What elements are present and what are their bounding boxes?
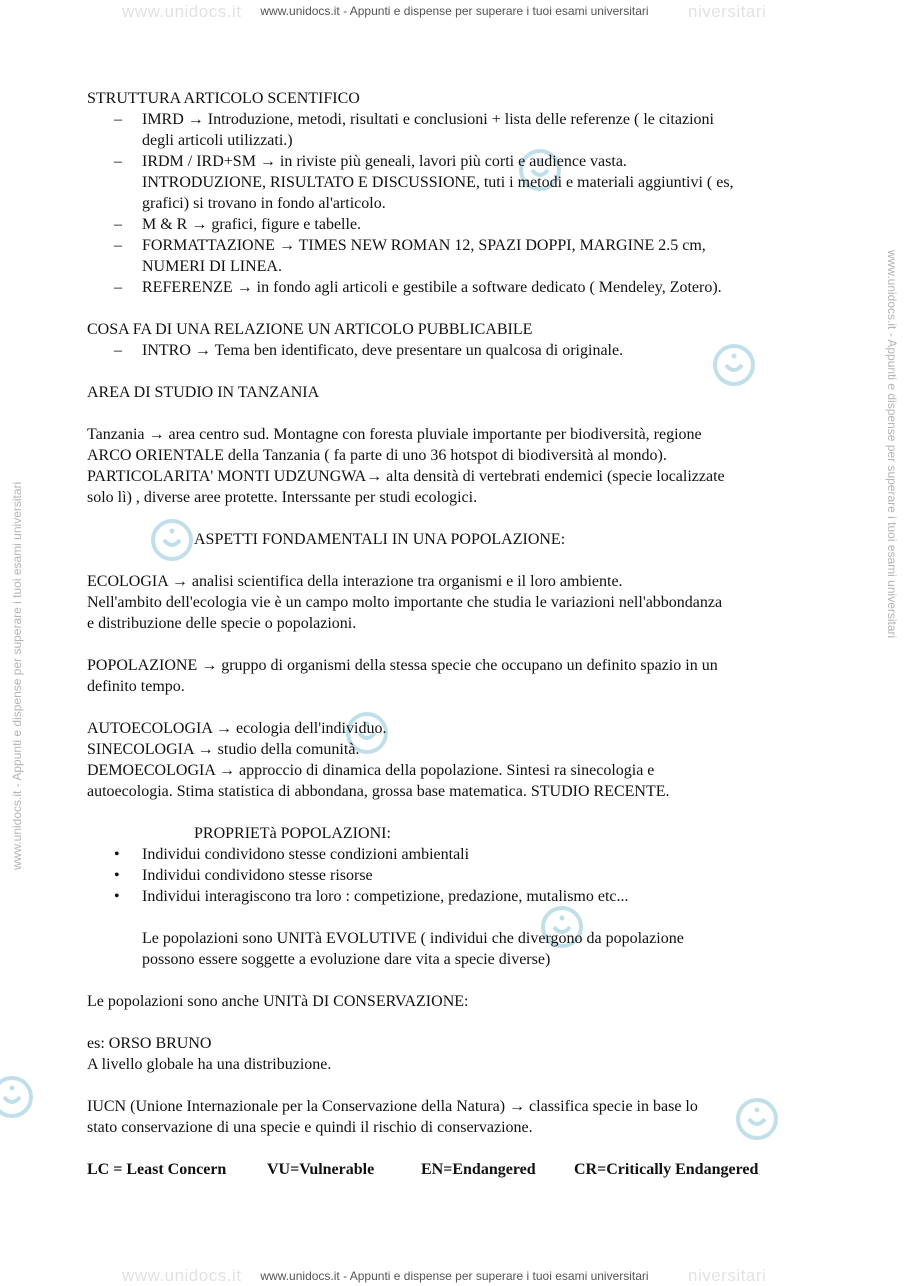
dash-marker: – xyxy=(114,111,122,128)
text-line: A livello globale ha una distribuzione. xyxy=(87,1056,332,1073)
list-item-line: degli articoli utilizzati.) xyxy=(142,132,293,149)
watermark-ghost-bottom-left: www.unidocs.it xyxy=(122,1266,242,1285)
paragraph-iucn xyxy=(87,1096,827,1138)
watermark-left: www.unidocs.it - Appunti e dispense per superare i tuoi esami universitari xyxy=(10,481,24,870)
list-item-line: REFERENZE → in fondo agli articoli e gestibile a software dedicato ( Mendeley, Zotero). xyxy=(142,279,722,296)
list-item-line: IMRD → Introduzione, metodi, risultati e conclusioni + lista delle referenze ( le citazioni xyxy=(142,111,714,128)
text-line: Nell'ambito dell'ecologia vie è un campo molto importante che studia le variazioni nell'abbondanza xyxy=(87,594,723,611)
bullet-marker: • xyxy=(114,867,120,884)
text-line: DEMOECOLOGIA → approccio di dinamica della popolazione. Sintesi ra sinecologia e xyxy=(87,762,655,779)
text-line: IUCN (Unione Internazionale per la Conservazione della Natura) → classifica specie in base lo xyxy=(87,1098,698,1115)
watermark-ghost-bottom-right: niversitari xyxy=(688,1266,767,1285)
watermark-right: www.unidocs.it - Appunti e dispense per superare i tuoi esami universitari xyxy=(885,250,899,639)
paragraph-unita-evolutive xyxy=(87,928,827,970)
list-item xyxy=(87,844,827,865)
text-line: Le popolazioni sono UNITà EVOLUTIVE ( individui che divergono da popolazione xyxy=(142,930,684,947)
watermark-bottom: www.unidocs.it - Appunti e dispense per superare i tuoi esami universitari xyxy=(260,1269,649,1283)
dash-marker: – xyxy=(114,216,122,233)
dash-marker: – xyxy=(114,153,122,170)
category-cr: CR=Critically Endangered xyxy=(574,1161,759,1178)
dash-marker: – xyxy=(114,279,122,296)
text-line: AUTOECOLOGIA → ecologia dell'individuo. xyxy=(87,720,387,737)
paragraph-ecologia xyxy=(87,571,827,634)
list-item-line: INTRO → Tema ben identificato, deve presentare un qualcosa di originale. xyxy=(142,342,624,359)
section-heading: COSA FA DI UNA RELAZIONE UN ARTICOLO PUBBLICABILE xyxy=(87,321,533,338)
list-item xyxy=(87,235,827,277)
bullet-marker: • xyxy=(114,888,120,905)
dash-marker: – xyxy=(114,342,122,359)
list-item xyxy=(87,340,827,361)
section-heading: PROPRIETà POPOLAZIONI: xyxy=(194,825,391,842)
list-item xyxy=(87,865,827,886)
list-item xyxy=(87,214,827,235)
text-line: es: ORSO BRUNO xyxy=(87,1035,212,1052)
text-line: possono essere soggette a evoluzione dare vita a specie diverse) xyxy=(142,951,551,968)
section-heading: AREA DI STUDIO IN TANZANIA xyxy=(87,384,320,401)
paragraph-orso xyxy=(87,1033,827,1075)
text-line: PARTICOLARITA' MONTI UDZUNGWA→ alta densità di vertebrati endemici (specie localizzate xyxy=(87,468,725,485)
section-heading: ASPETTI FONDAMENTALI IN UNA POPOLAZIONE: xyxy=(194,531,566,548)
list-item-line: Individui condividono stesse risorse xyxy=(142,867,373,884)
text-line: ARCO ORIENTALE della Tanzania ( fa parte di uno 36 hotspot di biodiversità al mondo). xyxy=(87,447,667,464)
list-item-line: grafici) si trovano in fondo al'articolo. xyxy=(142,195,386,212)
watermark-ghost-top-left: www.unidocs.it xyxy=(122,2,242,21)
text-line: e distribuzione delle specie o popolazioni. xyxy=(87,615,357,632)
list-item-line: FORMATTAZIONE → TIMES NEW ROMAN 12, SPAZI DOPPI, MARGINE 2.5 cm, xyxy=(142,237,706,254)
list-item-line: IRDM / IRD+SM → in riviste più geneali, lavori più corti e audience vasta. xyxy=(142,153,627,170)
paragraph-popolazione xyxy=(87,655,827,697)
list-item-line: Individui interagiscono tra loro : competizione, predazione, mutalismo etc... xyxy=(142,888,629,905)
list-item-line: NUMERI DI LINEA. xyxy=(142,258,282,275)
document-body xyxy=(87,88,827,1180)
paragraph-tanzania xyxy=(87,424,827,508)
list-item xyxy=(87,109,827,151)
category-lc: LC = Least Concern xyxy=(87,1161,227,1178)
list-item xyxy=(87,151,827,214)
text-line: solo lì) , diverse aree protette. Interssante per studi ecologici. xyxy=(87,489,478,506)
text-line: Tanzania → area centro sud. Montagne con foresta pluviale importante per biodiversità, regione xyxy=(87,426,702,443)
section-heading: STRUTTURA ARTICOLO SCENTIFICO xyxy=(87,90,360,107)
watermark-ghost-top-right: niversitari xyxy=(688,2,767,21)
list-item xyxy=(87,277,827,298)
watermark-top: www.unidocs.it - Appunti e dispense per superare i tuoi esami universitari xyxy=(260,4,649,18)
list-item-line: Individui condividono stesse condizioni ambientali xyxy=(142,846,470,863)
text-line: Le popolazioni sono anche UNITà DI CONSERVAZIONE: xyxy=(87,993,469,1010)
text-line: POPOLAZIONE → gruppo di organismi della stessa specie che occupano un definito spazio in un xyxy=(87,657,718,674)
text-line: ECOLOGIA → analisi scientifica della interazione tra organismi e il loro ambiente. xyxy=(87,573,623,590)
bullet-marker: • xyxy=(114,846,120,863)
list-item-line: M & R → grafici, figure e tabelle. xyxy=(142,216,362,233)
dash-marker: – xyxy=(114,237,122,254)
paragraph-ecologie xyxy=(87,718,827,802)
text-line: definito tempo. xyxy=(87,678,185,695)
list-item xyxy=(87,886,827,907)
category-vu: VU=Vulnerable xyxy=(267,1161,375,1178)
category-en: EN=Endangered xyxy=(421,1161,536,1178)
text-line: autoecologia. Stima statistica di abbondana, grossa base matematica. STUDIO RECENTE. xyxy=(87,783,670,800)
text-line: stato conservazione di una specie e quindi il rischio di conservazione. xyxy=(87,1119,533,1136)
list-item-line: INTRODUZIONE, RISULTATO E DISCUSSIONE, tuti i metodi e materiali aggiuntivi ( es, xyxy=(142,174,734,191)
unidocs-logo-icon xyxy=(0,1075,34,1119)
iucn-categories xyxy=(87,1159,827,1180)
text-line: SINECOLOGIA → studio della comunità. xyxy=(87,741,360,758)
